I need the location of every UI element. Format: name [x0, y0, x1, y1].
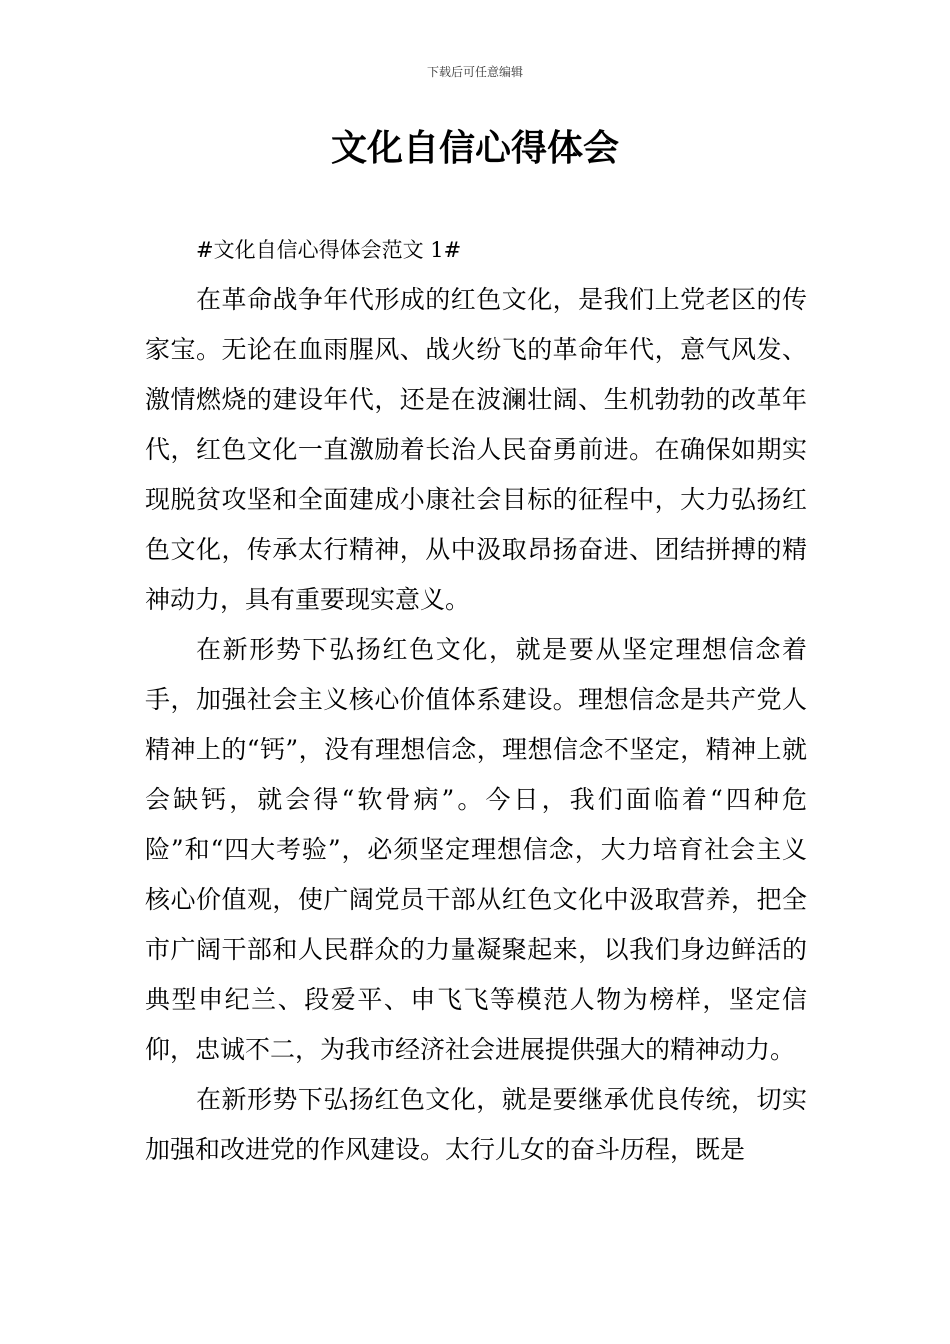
- document-body: [145, 225, 807, 1175]
- section-heading: #文化自信心得体会范文 1#: [196, 238, 462, 262]
- paragraph-1: 在革命战争年代形成的红色文化，是我们上党老区的传家宝。无论在血雨腥风、战火纷飞的革命年代，意气风发、激情燃烧的建设年代，还是在波澜壮阔、生机勃勃的改革年代，红色文化一直激励着长治人民奋勇前进。在确保如期实现脱贫攻坚和全面建成小康社会目标的征程中，大力弘扬红色文化，传承太行精神，从中汲取昂扬奋进、团结拼搏的精神动力，具有重要现实意义。: [145, 285, 807, 614]
- paragraph-2: 在新形势下弘扬红色文化，就是要从坚定理想信念着手，加强社会主义核心价值体系建设。理想信念是共产党人精神上的“钙”，没有理想信念，理想信念不坚定，精神上就会缺钙，就会得“软骨病”。今日，我们面临着“四种危险”和“四大考验”，必须坚定理想信念，大力培育社会主义核心价值观，使广阔党员干部从红色文化中汲取营养，把全市广阔干部和人民群众的力量凝聚起来，以我们身边鲜活的典型申纪兰、段爱平、申飞飞等模范人物为榜样，坚定信仰，忠诚不二，为我市经济社会进展提供强大的精神动力。: [145, 635, 807, 1064]
- header-note: 下载后可任意编辑: [426, 65, 523, 79]
- paragraph-3: 在新形势下弘扬红色文化，就是要继承优良传统，切实加强和改进党的作风建设。太行儿女的奋斗历程，既是: [145, 1085, 807, 1164]
- document-title: 文化自信心得体会: [330, 128, 619, 169]
